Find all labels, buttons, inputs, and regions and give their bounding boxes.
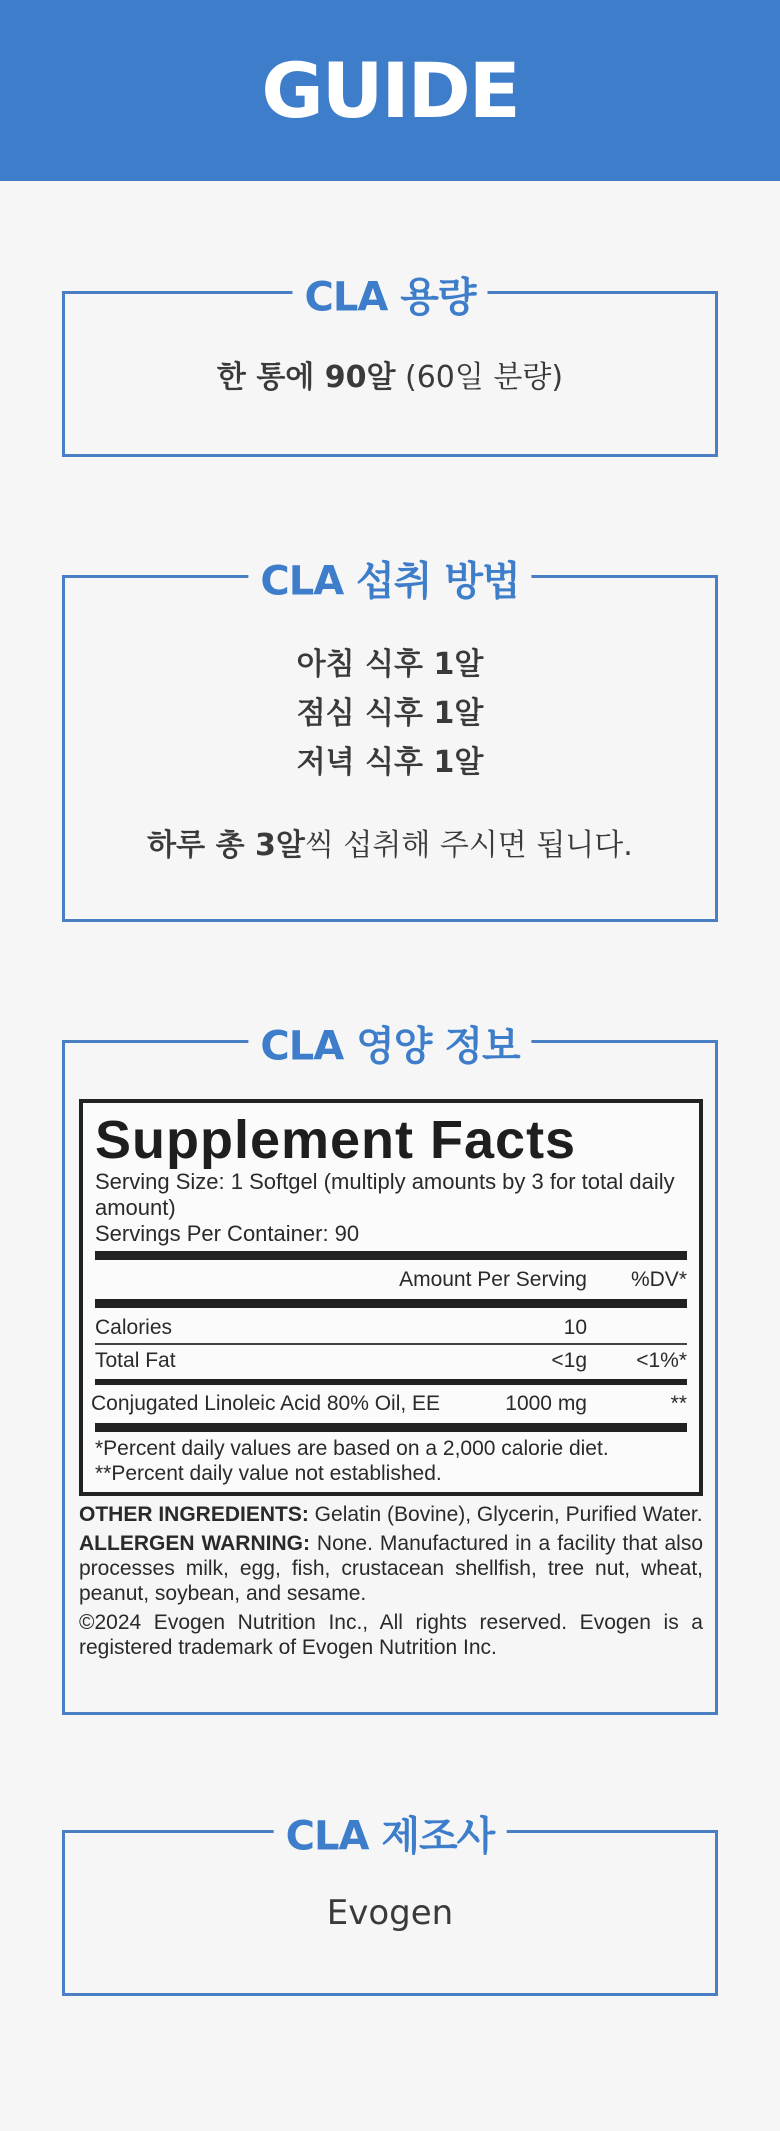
row-dv: [587, 1312, 687, 1343]
allergen-label: ALLERGEN WARNING:: [79, 1531, 310, 1555]
manufacturer-title: CLA 제조사: [274, 1805, 507, 1862]
capacity-bold: 한 통에 90알: [216, 360, 396, 395]
intake-section: [62, 558, 718, 922]
supplement-facts-panel: [79, 1099, 703, 1496]
footnote-1: *Percent daily values are based on a 2,000 calorie diet.: [95, 1436, 609, 1460]
capacity-section: [62, 274, 718, 457]
intake-summary-bold: 하루 총 3알: [147, 828, 305, 863]
row-amount: 10: [563, 1316, 587, 1339]
row-name: Calories: [95, 1316, 173, 1339]
row-amount: 1000 mg: [505, 1391, 587, 1415]
col-dv: %DV*: [630, 1268, 687, 1291]
intake-body: [65, 578, 715, 870]
label-notes: [79, 1502, 703, 1660]
supplement-label: [79, 1099, 703, 1664]
intake-summary: [65, 821, 715, 870]
intake-summary-normal: 씩 섭취해 주시면 됩니다.: [304, 828, 633, 863]
intake-line-morning: 아침 식후 1알: [296, 647, 484, 682]
nutrition-section: [62, 1023, 718, 1715]
footnote-2: **Percent daily value not established.: [95, 1461, 442, 1485]
manufacturer-name: Evogen: [326, 1893, 454, 1933]
row-name: Conjugated Linoleic Acid 80% Oil, EE: [91, 1391, 441, 1415]
other-ingredients-text: Gelatin (Bovine), Glycerin, Purified Water.: [308, 1502, 703, 1526]
other-ingredients: [79, 1502, 703, 1527]
intake-title: CLA 섭취 방법: [248, 550, 531, 607]
manufacturer-section: [62, 1813, 718, 1996]
copyright: ©2024 Evogen Nutrition Inc., All rights reserved. Evogen is a registered trademark of Evogen Nutrition Inc.: [79, 1610, 703, 1659]
intake-line-dinner: 저녁 식후 1알: [296, 745, 484, 780]
table-row: [91, 1388, 687, 1419]
intake-line-lunch: 점심 식후 1알: [296, 696, 484, 731]
table-row: [95, 1345, 687, 1376]
supplement-facts-title: Supplement Facts: [95, 1110, 577, 1170]
serving-size: Serving Size: 1 Softgel (multiply amounts by 3 for total daily amount): [95, 1169, 675, 1220]
nutrition-title: CLA 영양 정보: [248, 1015, 531, 1072]
row-dv: <1%*: [636, 1348, 687, 1372]
facts-header-row: [95, 1264, 687, 1295]
capacity-normal: (60일 분량): [395, 360, 564, 395]
other-ingredients-label: OTHER INGREDIENTS:: [79, 1502, 309, 1526]
table-row: [95, 1312, 687, 1343]
row-name: Total Fat: [95, 1348, 176, 1372]
capacity-title: CLA 용량: [292, 266, 487, 323]
row-dv: **: [670, 1391, 687, 1415]
allergen-warning: [79, 1531, 703, 1606]
servings-per-container: Servings Per Container: 90: [95, 1221, 360, 1246]
col-amount: Amount Per Serving: [399, 1268, 587, 1291]
header-banner: [0, 0, 780, 181]
allergen-text: None. Manufactured in a facility that also processes milk, egg, fish, crustacean shellfish, tree nut, wheat, peanut, soybean, and sesame.: [79, 1531, 703, 1605]
page-title: GUIDE: [261, 46, 519, 135]
row-amount: <1g: [551, 1348, 587, 1372]
